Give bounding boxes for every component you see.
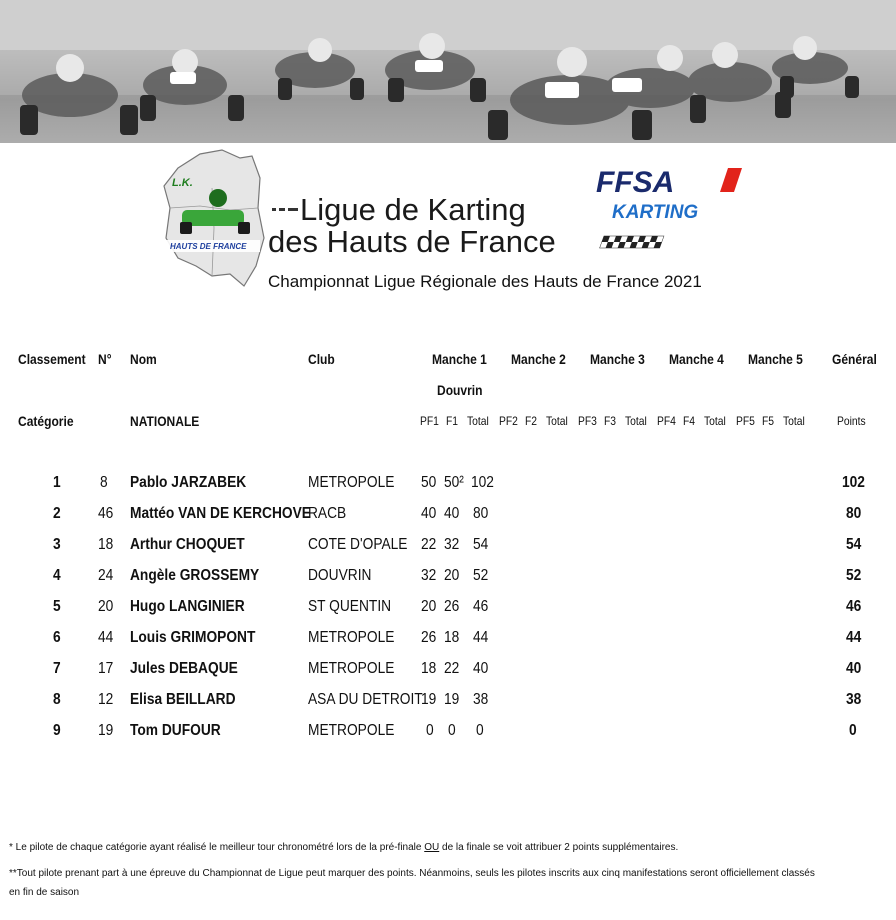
header-classement: Classement <box>18 351 86 367</box>
cell-no: 17 <box>98 660 114 677</box>
cell-f1: 20 <box>444 567 460 584</box>
cell-name: Mattéo VAN DE KERCHOVE <box>130 505 311 522</box>
cell-club: METROPOLE <box>308 660 395 677</box>
subcol-pf1: PF1 <box>420 414 439 428</box>
header-general: Général <box>832 351 877 367</box>
cell-name: Tom DUFOUR <box>130 722 221 739</box>
ffsa-karting-text: KARTING <box>612 202 699 223</box>
subcol-f4: F4 <box>683 414 696 428</box>
cell-f1: 40 <box>444 505 460 522</box>
subcol-f3: F3 <box>604 414 617 428</box>
cell-no: 24 <box>98 567 114 584</box>
cell-rank: 4 <box>53 567 61 584</box>
cell-pf1: 0 <box>426 722 434 739</box>
cell-pf1: 20 <box>421 598 437 615</box>
cell-rank: 5 <box>53 598 61 615</box>
table-row <box>0 629 896 659</box>
cell-name: Jules DEBAQUE <box>130 660 238 677</box>
cell-total: 46 <box>473 598 489 615</box>
cell-rank: 2 <box>53 505 61 522</box>
cell-total: 54 <box>473 536 489 553</box>
header-manche-1: Manche 1 <box>432 351 487 367</box>
cell-no: 12 <box>98 691 114 708</box>
header-manche-4: Manche 4 <box>669 351 724 367</box>
header-manche-1-location: Douvrin <box>437 382 483 398</box>
cell-f1: 32 <box>444 536 460 553</box>
cell-rank: 9 <box>53 722 61 739</box>
cell-rank: 8 <box>53 691 61 708</box>
header-club: Club <box>308 351 335 367</box>
cell-points: 44 <box>846 629 862 646</box>
cell-total: 38 <box>473 691 489 708</box>
cell-no: 8 <box>100 474 108 491</box>
header-manche-5: Manche 5 <box>748 351 803 367</box>
cell-club: METROPOLE <box>308 474 395 491</box>
cell-club: METROPOLE <box>308 722 395 739</box>
subcol-f5: F5 <box>762 414 775 428</box>
cell-name: Angèle GROSSEMY <box>130 567 260 584</box>
cell-name: Louis GRIMOPONT <box>130 629 256 646</box>
cell-f1: 0 <box>448 722 456 739</box>
cell-f1: 26 <box>444 598 460 615</box>
cell-pf1: 32 <box>421 567 437 584</box>
header-nom: Nom <box>130 351 157 367</box>
cell-total: 0 <box>476 722 484 739</box>
cell-name: Arthur CHOQUET <box>130 536 245 553</box>
cell-f1: 22 <box>444 660 460 677</box>
cell-club: DOUVRIN <box>308 567 372 584</box>
table-row <box>0 567 896 597</box>
cell-f1: 18 <box>444 629 460 646</box>
cell-rank: 3 <box>53 536 61 553</box>
logo-map-label: HAUTS DE FRANCE <box>170 242 247 251</box>
header-categorie: Catégorie <box>18 413 74 429</box>
subcol-pf3: PF3 <box>578 414 597 428</box>
subcol-pf4: PF4 <box>657 414 676 428</box>
cell-f1: 19 <box>444 691 460 708</box>
cell-f1: 50² <box>444 474 464 491</box>
footnote-bonus-points: * Le pilote de chaque catégorie ayant réalisé le meilleur tour chronométré lors de la pré-finale OU de la finale se voit attribuer 2 points supplémentaires. <box>9 842 679 853</box>
cell-club: METROPOLE <box>308 629 395 646</box>
table-row <box>0 598 896 628</box>
cell-rank: 6 <box>53 629 61 646</box>
ffsa-red-stripe-icon <box>720 168 742 192</box>
cell-rank: 1 <box>53 474 61 491</box>
ffsa-logo-text: FFSA <box>596 166 675 199</box>
logo-graphic <box>160 148 750 288</box>
cell-club: ST QUENTIN <box>308 598 392 615</box>
cell-rank: 7 <box>53 660 61 677</box>
cell-no: 19 <box>98 722 114 739</box>
cell-club: ASA DU DETROIT <box>308 691 423 708</box>
header-number: N° <box>98 351 112 367</box>
cell-no: 18 <box>98 536 114 553</box>
cell-points: 102 <box>842 474 865 491</box>
logo-lk-text: L.K. <box>172 177 193 189</box>
subcol-pf5: PF5 <box>736 414 755 428</box>
subcol-points: Points <box>837 414 866 428</box>
cell-no: 46 <box>98 505 114 522</box>
cell-points: 0 <box>849 722 857 739</box>
karts-illustration <box>0 0 896 143</box>
logo-title-line2: des Hauts de France <box>268 224 556 259</box>
cell-total: 40 <box>473 660 489 677</box>
header-manche-3: Manche 3 <box>590 351 645 367</box>
subcol-total-5: Total <box>783 414 805 428</box>
table-row <box>0 505 896 535</box>
header-manche-2: Manche 2 <box>511 351 566 367</box>
cell-club: COTE D'OPALE <box>308 536 408 553</box>
table-row <box>0 474 896 504</box>
subcol-f2: F2 <box>525 414 538 428</box>
cell-points: 46 <box>846 598 862 615</box>
subcol-total-3: Total <box>625 414 647 428</box>
cell-total: 102 <box>471 474 494 491</box>
cell-total: 52 <box>473 567 489 584</box>
table-row <box>0 691 896 721</box>
checkered-flag-icon <box>600 236 664 248</box>
cell-pf1: 40 <box>421 505 437 522</box>
cell-points: 80 <box>846 505 862 522</box>
cell-name: Hugo LANGINIER <box>130 598 245 615</box>
cell-pf1: 26 <box>421 629 437 646</box>
subcol-total-2: Total <box>546 414 568 428</box>
cell-club: RACB <box>308 505 347 522</box>
subcol-f1: F1 <box>446 414 459 428</box>
cell-name: Pablo JARZABEK <box>130 474 247 491</box>
karting-banner-photo <box>0 0 896 143</box>
cell-pf1: 19 <box>421 691 437 708</box>
cell-no: 20 <box>98 598 114 615</box>
cell-pf1: 50 <box>421 474 437 491</box>
cell-pf1: 18 <box>421 660 437 677</box>
cell-points: 54 <box>846 536 862 553</box>
cell-total: 44 <box>473 629 489 646</box>
table-row <box>0 722 896 752</box>
cell-points: 52 <box>846 567 862 584</box>
table-row <box>0 660 896 690</box>
footnote-eligibility-line1: **Tout pilote prenant part à une épreuve du Championnat de Ligue peut marquer des points. Néanmoins, seuls les pilotes inscrits aux cinq manifestations seront officiellement classés <box>9 868 815 879</box>
cell-name: Elisa BEILLARD <box>130 691 236 708</box>
table-row <box>0 536 896 566</box>
subcol-pf2: PF2 <box>499 414 518 428</box>
category-name: NATIONALE <box>130 413 200 429</box>
cell-points: 38 <box>846 691 862 708</box>
league-logo <box>160 148 750 288</box>
cell-total: 80 <box>473 505 489 522</box>
footnote-eligibility-line2: en fin de saison <box>9 887 80 898</box>
subcol-total-4: Total <box>704 414 726 428</box>
cell-points: 40 <box>846 660 862 677</box>
subcol-total-1: Total <box>467 414 489 428</box>
cell-pf1: 22 <box>421 536 437 553</box>
cell-no: 44 <box>98 629 114 646</box>
logo-title-line1: Ligue de Karting <box>300 192 526 227</box>
